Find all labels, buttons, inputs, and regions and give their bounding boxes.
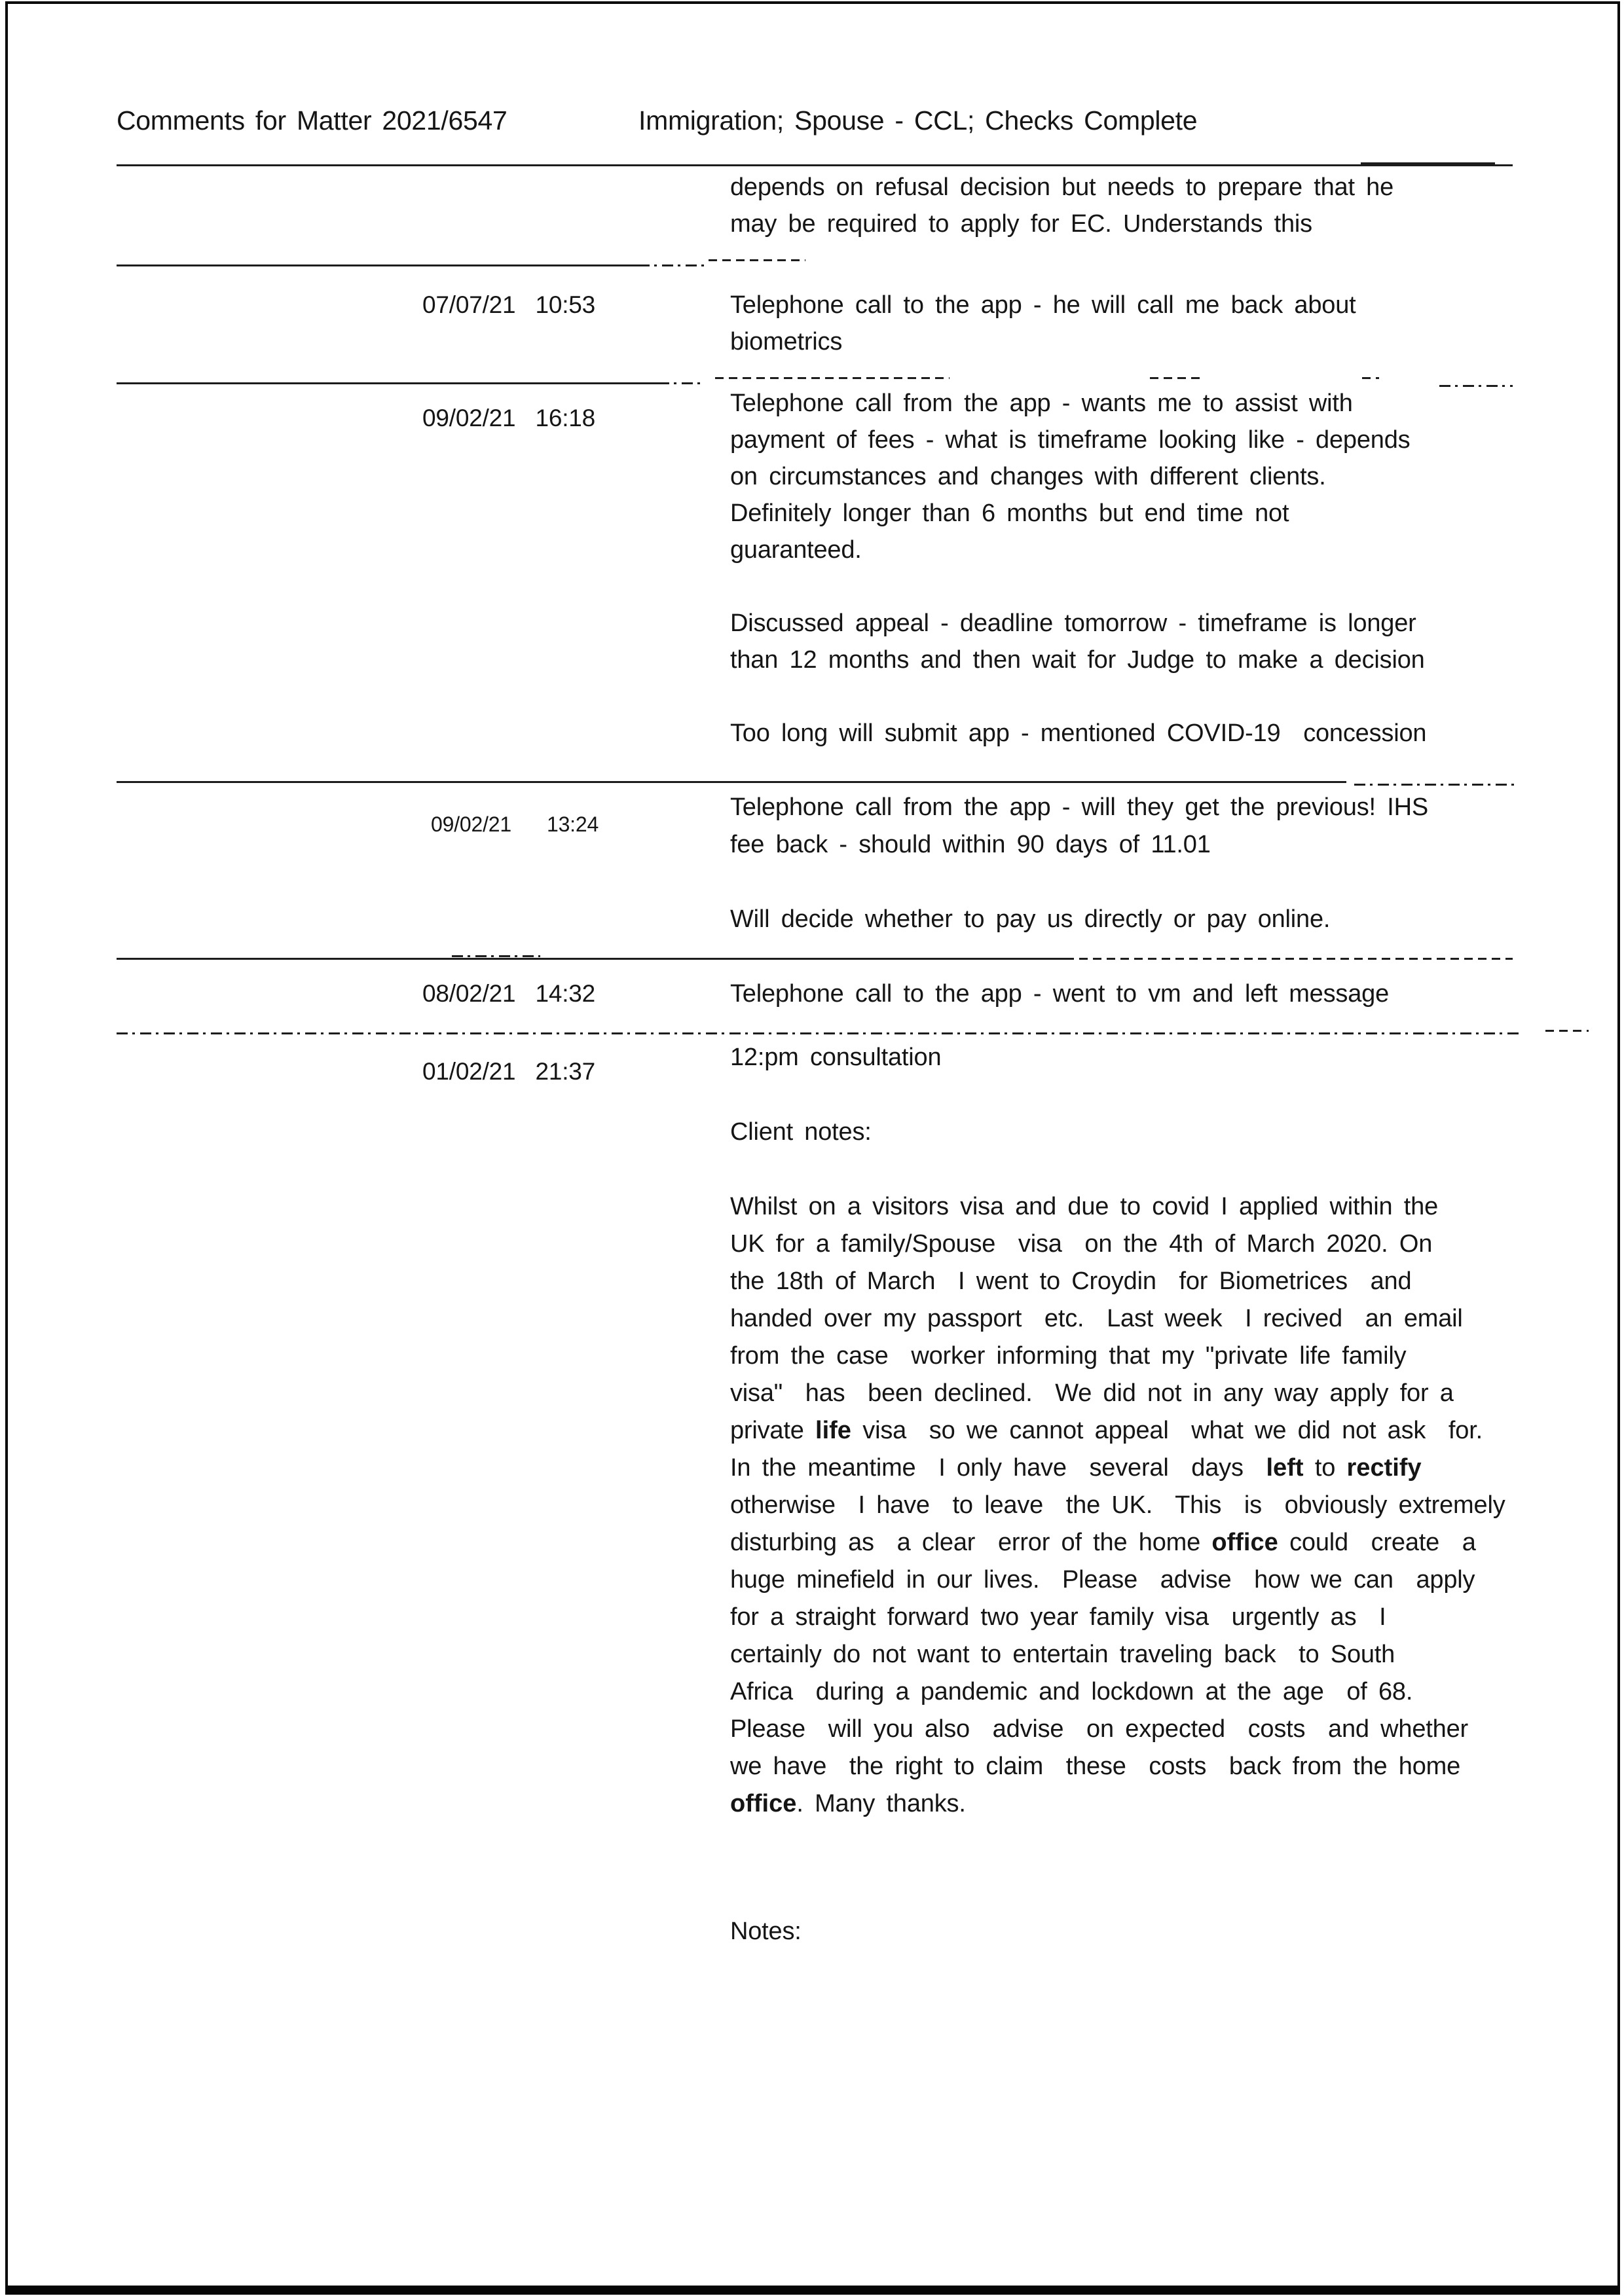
row-separator (452, 955, 540, 957)
text-line: the 18th of March I went to Croydin for Biometrices and (730, 1267, 1412, 1295)
text-line: Telephone call to the app - went to vm and left message (730, 980, 1389, 1008)
comment-time-value: 10:53 (535, 291, 596, 318)
text-line: Too long will submit app - mentioned COVID-19 concession (730, 720, 1427, 747)
text-line: office. Many thanks. (730, 1790, 966, 1817)
text-line: biometrics (730, 328, 843, 355)
row-separator (117, 958, 1074, 960)
row-separator (117, 1032, 1519, 1034)
text-line: may be required to apply for EC. Understands this (730, 210, 1312, 238)
row-separator (1354, 784, 1519, 786)
text-line: fee back - should within 90 days of 11.01 (730, 831, 1211, 858)
text-line: Telephone call to the app - he will call me back about (730, 291, 1356, 319)
page-bottom-bar (7, 2286, 1620, 2294)
comment-text (730, 287, 1522, 360)
text-line (730, 864, 1522, 901)
text-line: Discussed appeal - deadline tomorrow - timeframe is longer (730, 610, 1416, 637)
text-line: Telephone call from the app - wants me to assist with (730, 390, 1353, 417)
row-separator (1361, 162, 1495, 166)
row-separator (658, 382, 704, 384)
text-line: In the meantime I only have several days left to rectify (730, 1454, 1422, 1482)
text-line: Please will you also advise on expected costs and whether (730, 1715, 1468, 1743)
text-line: for a straight forward two year family visa urgently as I (730, 1603, 1386, 1631)
text-line: from the case worker informing that my "private life family (730, 1342, 1407, 1370)
text-line: certainly do not want to entertain traveling back to South (730, 1641, 1395, 1668)
comment-date-value: 07/07/21 (422, 291, 516, 318)
comment-time-value: 13:24 (546, 812, 599, 836)
text-line: Client notes: (730, 1118, 872, 1146)
text-line (730, 1076, 1522, 1114)
row-separator (1150, 377, 1202, 379)
text-line: payment of fees - what is timeframe looking like - depends (730, 426, 1411, 454)
text-line: huge minefield in our lives. Please advise how we can apply (730, 1566, 1475, 1594)
text-line: UK for a family/Spouse visa on the 4th of March 2020. On (730, 1230, 1433, 1258)
text-line: on circumstances and changes with different clients. (730, 463, 1326, 490)
text-line: Definitely longer than 6 months but end time not (730, 500, 1289, 527)
text-line: we have the right to claim these costs back from the home (730, 1753, 1461, 1780)
row-separator (638, 264, 704, 266)
text-line: 12:pm consultation (730, 1044, 942, 1071)
comment-text (730, 385, 1522, 752)
comment-text (730, 975, 1522, 1012)
row-separator (117, 264, 638, 266)
row-separator (1079, 958, 1513, 960)
row-separator (117, 164, 1513, 166)
text-line (730, 1151, 1522, 1188)
row-separator (709, 259, 805, 261)
text-line: handed over my passport etc. Last week I recived an email (730, 1305, 1463, 1332)
comment-date (422, 400, 595, 437)
comment-date-value: 08/02/21 (422, 980, 516, 1007)
comment-date-value: 01/02/21 (422, 1058, 516, 1085)
page-title: Comments for Matter 2021/6547 (117, 105, 507, 136)
comment-time-value: 16:18 (535, 405, 596, 431)
text-line (730, 568, 1522, 605)
text-line (730, 678, 1522, 715)
text-line: Africa during a pandemic and lockdown at the age of 68. (730, 1678, 1413, 1705)
text-line: otherwise I have to leave the UK. This is obviously extremely (730, 1491, 1505, 1519)
text-line: disturbing as a clear error of the home office could create a (730, 1529, 1476, 1556)
text-line: Whilst on a visitors visa and due to covid I applied within the (730, 1193, 1439, 1220)
comment-time-value: 21:37 (535, 1058, 596, 1085)
matter-description: Immigration; Spouse - CCL; Checks Complete (638, 105, 1198, 136)
row-separator (715, 377, 950, 379)
text-line: Telephone call from the app - will they get the previous! IHS (730, 793, 1428, 821)
comment-date (422, 287, 595, 323)
row-separator (1362, 377, 1379, 379)
row-separator (117, 781, 1346, 783)
comment-date-value: 09/02/21 (422, 405, 516, 431)
comment-date-value: 09/02/21 (431, 812, 511, 836)
comment-time-value: 14:32 (535, 980, 596, 1007)
row-separator (1545, 1030, 1589, 1032)
text-line: Will decide whether to pay us directly or pay online. (730, 905, 1331, 933)
comment-date (431, 806, 599, 843)
text-line: private life visa so we cannot appeal what we did not ask for. (730, 1417, 1483, 1444)
comment-text (730, 789, 1522, 938)
text-line: depends on refusal decision but needs to prepare that he (730, 173, 1394, 201)
text-line: guaranteed. (730, 536, 862, 564)
notes-label: Notes: (730, 1918, 802, 1945)
comment-text (730, 169, 1522, 242)
comment-date (422, 975, 595, 1012)
row-separator (117, 382, 658, 384)
text-line: than 12 months and then wait for Judge to make a decision (730, 646, 1425, 674)
comment-text (730, 1039, 1522, 1823)
comment-date (422, 1053, 595, 1090)
text-line: visa" has been declined. We did not in any way apply for a (730, 1379, 1454, 1407)
